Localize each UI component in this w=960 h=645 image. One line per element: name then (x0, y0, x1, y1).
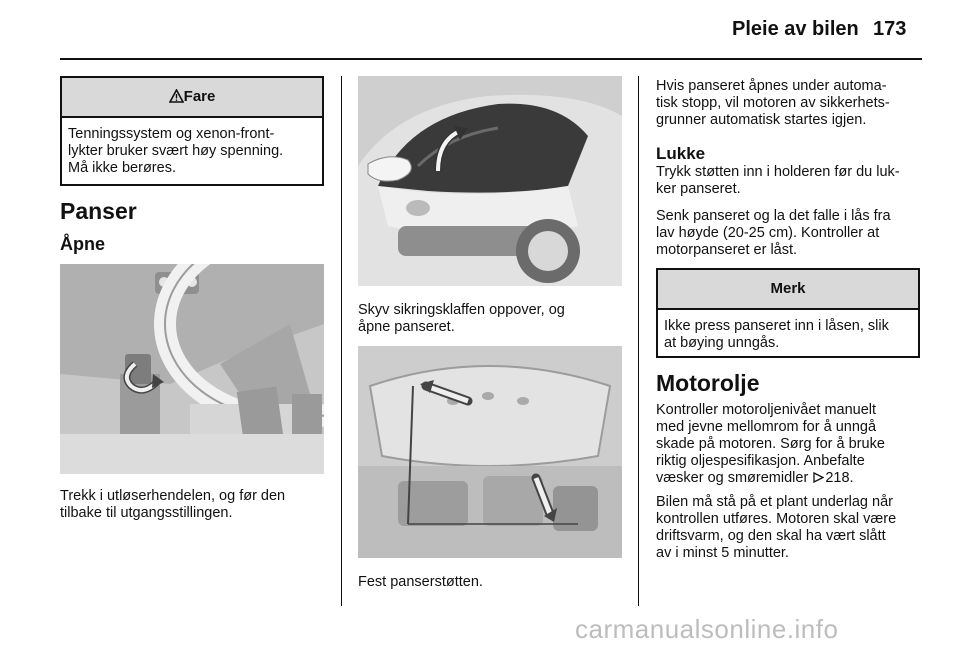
warning-triangle-icon (169, 80, 184, 118)
auto-stop-paragraph (656, 78, 926, 129)
paragraph-line: av i minst 5 minutter. (656, 545, 789, 561)
oil-paragraph-2 (656, 494, 928, 562)
oil-paragraph-1 (656, 402, 926, 488)
watermark: carmanualsonline.info (575, 614, 839, 644)
paragraph-line: Bilen må stå på et plant underlag når (656, 494, 893, 510)
caption-line: åpne panseret. (358, 319, 455, 335)
paragraph-line (656, 470, 926, 488)
paragraph-line: Hvis panseret åpnes under automa- (656, 78, 887, 94)
page-reference-triangle-icon[interactable] (813, 471, 824, 488)
note-box (656, 268, 920, 358)
caption-line: Fest panserstøtten. (358, 574, 483, 590)
warning-text (62, 118, 322, 185)
note-text (658, 310, 918, 360)
page-header-title: Pleie av bilen (732, 18, 859, 40)
subheading-close: Lukke (656, 144, 706, 163)
page-reference-link[interactable]: 218. (825, 470, 854, 486)
caption-safety-catch (358, 302, 628, 336)
paragraph-line: tisk stopp, vil motoren av sikkerhets- (656, 95, 890, 111)
hood-release-illustration (60, 264, 324, 474)
paragraph-line: driftsvarm, og den skal ha vært slått (656, 528, 886, 544)
note-text-line: Ikke press panseret inn i låsen, slik (664, 318, 889, 334)
paragraph-line: motorpanseret er låst. (656, 242, 798, 258)
caption-line: Skyv sikringsklaffen oppover, og (358, 302, 565, 318)
caption-line: tilbake til utgangsstillingen. (60, 505, 233, 521)
warning-text-line: lykter bruker svært høy spenning. (68, 143, 284, 159)
paragraph-line: riktig oljespesifikasjon. Anbefalte (656, 453, 865, 469)
caption-release-lever (60, 488, 330, 522)
column-divider-2 (638, 76, 639, 606)
header-rule (60, 58, 922, 60)
subheading-open: Åpne (60, 234, 105, 254)
column-divider-1 (341, 76, 342, 606)
note-text-line: at bøying unngås. (664, 335, 780, 351)
caption-prop-rod (358, 574, 628, 591)
section-heading-motor-oil: Motorolje (656, 370, 760, 396)
paragraph-line: skade på motoren. Sørg for å bruke (656, 436, 885, 452)
hood-prop-rod-illustration (358, 346, 622, 558)
reference-text: væsker og smøremidler (656, 470, 809, 486)
section-heading-panser: Panser (60, 198, 137, 224)
paragraph-line: med jevne mellomrom for å unngå (656, 419, 877, 435)
warning-text-line: Må ikke berøres. (68, 160, 176, 176)
caption-line: Trekk i utløserhendelen, og før den (60, 488, 286, 504)
close-paragraph-2 (656, 208, 926, 259)
note-box-header: Merk (658, 270, 918, 310)
warning-box-header (62, 78, 322, 118)
close-paragraph-1 (656, 164, 926, 198)
paragraph-line: grunner automatisk startes igjen. (656, 112, 867, 128)
paragraph-line: kontrollen utføres. Motoren skal være (656, 511, 897, 527)
page-number: 173 (873, 18, 907, 40)
warning-box (60, 76, 324, 186)
paragraph-line: ker panseret. (656, 181, 741, 197)
paragraph-line: Trykk støtten inn i holderen før du luk- (656, 164, 900, 180)
hood-safety-catch-illustration (358, 76, 622, 286)
paragraph-line: lav høyde (20-25 cm). Kontroller at (656, 225, 880, 241)
paragraph-line: Kontroller motoroljenivået manuelt (656, 402, 877, 418)
paragraph-line: Senk panseret og la det falle i lås fra (656, 208, 891, 224)
warning-label: Fare (183, 88, 216, 105)
warning-text-line: Tenningssystem og xenon-front- (68, 126, 275, 142)
